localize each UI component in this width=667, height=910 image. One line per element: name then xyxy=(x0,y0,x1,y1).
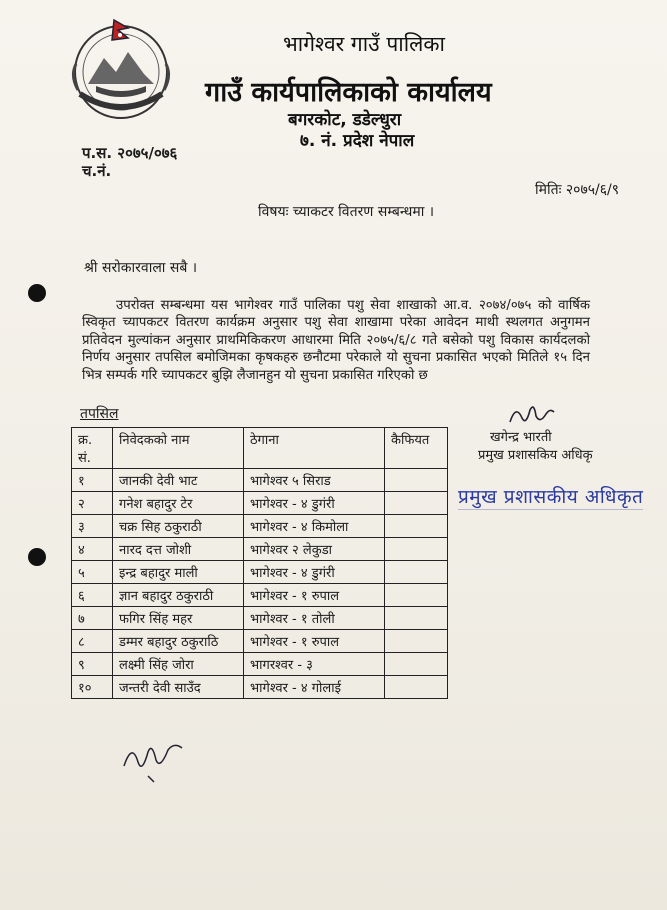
row-address: भागेश्वर - ४ डुगंरी xyxy=(244,561,385,584)
row-address: भागेश्वर - ४ डुगंरी xyxy=(244,492,385,515)
row-address: भागेश्वर - १ तोली xyxy=(244,607,385,630)
row-address: भागरश्वर - ३ xyxy=(244,653,385,676)
col-header-name: निवेदकको नाम xyxy=(113,428,244,469)
row-remarks xyxy=(385,607,448,630)
row-address: भागेश्वर - १ रुपाल xyxy=(244,630,385,653)
row-name: चक्र सिह ठकुराठी xyxy=(113,515,244,538)
row-sn: ८ xyxy=(72,630,113,653)
row-sn: ५ xyxy=(72,561,113,584)
row-name: गनेश बहादुर टेर xyxy=(113,492,244,515)
letter-date: मितिः २०७५/६/९ xyxy=(535,182,619,198)
table-row xyxy=(72,676,448,699)
row-address: भागेश्वर २ लेकुडा xyxy=(244,538,385,561)
row-remarks xyxy=(385,561,448,584)
table-header-row xyxy=(72,428,448,469)
col-header-remarks: कैफियत xyxy=(385,428,448,469)
row-name: ज्ञान बहादुर ठकुराठी xyxy=(113,584,244,607)
row-name: लक्ष्मी सिंह जोरा xyxy=(113,653,244,676)
official-stamp: प्रमुख प्रशासकीय अधिकृत xyxy=(458,483,643,510)
col-header-address: ठेगाना xyxy=(244,428,385,469)
office-address: बगरकोट, डडेल्धुरा xyxy=(288,110,402,130)
signatory-name: खगेन्द्र भारती xyxy=(490,430,552,445)
dispatch-number: च.नं. xyxy=(82,162,112,180)
table-row xyxy=(72,538,448,561)
office-title: गाउँ कार्यपालिकाको कार्यालय xyxy=(205,77,492,108)
row-sn: १० xyxy=(72,676,113,699)
municipality-name: भागेश्वर गाउँ पालिका xyxy=(283,32,445,56)
table-row xyxy=(72,469,448,492)
row-address: भागेश्वर - ४ किमोला xyxy=(244,515,385,538)
signatory-title: प्रमुख प्रशासकिय अधिकृ xyxy=(478,448,593,463)
row-address: भागेश्वर - ४ गोलाई xyxy=(244,676,385,699)
row-remarks xyxy=(385,492,448,515)
row-remarks xyxy=(385,515,448,538)
row-name: नारद दत्त जोशी xyxy=(113,538,244,561)
row-sn: ३ xyxy=(72,515,113,538)
beneficiary-table xyxy=(71,427,448,699)
row-remarks xyxy=(385,469,448,492)
row-remarks xyxy=(385,630,448,653)
row-remarks xyxy=(385,538,448,561)
row-sn: ९ xyxy=(72,653,113,676)
province: ७. नं. प्रदेश नेपाल xyxy=(300,131,415,151)
table-row xyxy=(72,492,448,515)
table-row xyxy=(72,515,448,538)
table-row xyxy=(72,653,448,676)
nepal-emblem-icon xyxy=(66,14,176,122)
row-address: भागेश्वर ५ सिराड xyxy=(244,469,385,492)
letter-ref-number: प.स. २०७५/०७६ xyxy=(82,144,178,162)
row-name: जन्तरी देवी साउँद xyxy=(113,676,244,699)
table-row xyxy=(72,561,448,584)
row-name: डम्मर बहादुर ठकुराठि xyxy=(113,630,244,653)
row-name: फगिर सिंह महर xyxy=(113,607,244,630)
row-sn: ७ xyxy=(72,607,113,630)
row-remarks xyxy=(385,584,448,607)
row-name: जानकी देवी भाट xyxy=(113,469,244,492)
row-remarks xyxy=(385,676,448,699)
letter-body: उपरोक्त सम्बन्धमा यस भागेश्वर गाउँ पालिका पशु सेवा शाखाको आ.व. २०७४/०७५ को वार्षिक स्विकृत च्यापकटर वितरण कार्यक्रम अनुसार पशु सेवा शाखामा परेका आवेदन माथी स्थलगत अनुगमन प्रतिवेदन मुल्यांकन अनुसार प्राथमिकिकरण आधारमा मिति २०७५/६/८ गते बसेको पशु विकास कार्यदलको निर्णय अनुसार तपसिल बमोजिमका कृषकहरु छनौटमा परेकाले यो सुचना प्रकासित भएको मितिले १५ दिन भित्र सम्पर्क गरि च्यापकटर बुझि लैजानहुन यो सुचना प्रकासित गरिएको छ xyxy=(82,298,590,383)
row-address: भागेश्वर - १ रुपाल xyxy=(244,584,385,607)
row-remarks xyxy=(385,653,448,676)
officer-signature-icon xyxy=(506,400,558,428)
letter-subject: विषयः च्याकटर वितरण सम्बन्धमा । xyxy=(258,204,435,220)
row-sn: ४ xyxy=(72,538,113,561)
row-sn: २ xyxy=(72,492,113,515)
punch-hole xyxy=(28,548,46,566)
table-row xyxy=(72,607,448,630)
col-header-sn: क्र. सं. xyxy=(72,428,113,469)
punch-hole xyxy=(28,284,46,302)
row-sn: ६ xyxy=(72,584,113,607)
row-name: इन्द्र बहादुर माली xyxy=(113,561,244,584)
initial-signature-icon xyxy=(118,736,190,784)
table-row xyxy=(72,584,448,607)
row-sn: १ xyxy=(72,469,113,492)
table-title: तपसिल xyxy=(80,406,119,422)
table-row xyxy=(72,630,448,653)
salutation: श्री सरोकारवाला सबै । xyxy=(84,260,198,276)
